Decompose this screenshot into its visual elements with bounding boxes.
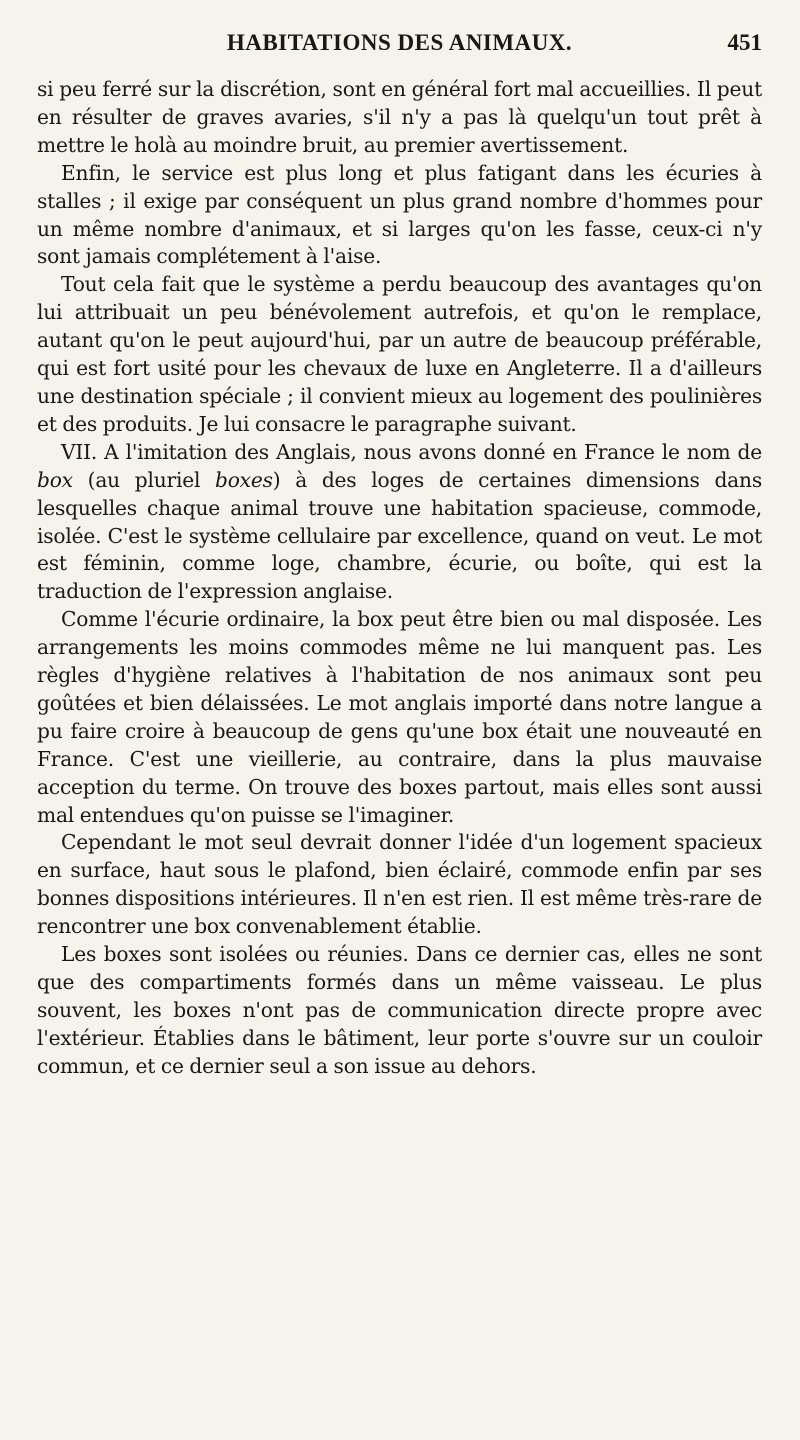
running-title: HABITATIONS DES ANIMAUX. xyxy=(226,30,573,55)
text-run: ) à des loges de certaines dimensions dans lesquelles chaque animal trouve une habitation spacieuse, commode, isolée. C'est le système cellulaire par excellence, quand on veut. Le mot est féminin, comme loge, chambre, écurie, ou boîte, qui est la traduction de l'expression anglaise. xyxy=(37,467,762,604)
paragraph: Les boxes sont isolées ou réunies. Dans ce dernier cas, elles ne sont que des compartiments formés dans un même vaisseau. Le plus souvent, les boxes n'ont pas de communication directe propre avec l'extérieur. Établies dans le bâtiment, leur porte s'ouvre sur un couloir commun, et ce dernier seul a son issue au dehors. xyxy=(37,942,762,1078)
running-header xyxy=(37,28,762,68)
paragraph: Tout cela fait que le système a perdu beaucoup des avantages qu'on lui attribuait un peu bénévolement autrefois, et qu'on le remplace, autant qu'on le peut aujourd'hui, par un autre de beaucoup préférable, qui est fort usité pour les chevaux de luxe en Angleterre. Il a d'ailleurs une destination spéciale ; il convient mieux au logement des poulinières et des produits. Je lui consacre le paragraphe suivant. xyxy=(37,272,762,436)
paragraph: Comme l'écurie ordinaire, la box peut être bien ou mal disposée. Les arrangements les moins commodes même ne lui manquent pas. Les règles d'hygiène relatives à l'habitation de nos animaux sont peu goûtées et bien délaissées. Le mot anglais importé dans notre langue a pu faire croire à beaucoup de gens qu'une box était une nouveauté en France. C'est une vieillerie, au contraire, dans la plus mauvaise acception du terme. On trouve des boxes partout, mais elles sont aussi mal entendues qu'on puisse se l'imaginer. xyxy=(37,607,762,827)
text-run: (au pluriel xyxy=(72,467,215,492)
italic-term-boxes: boxes xyxy=(215,467,273,492)
paragraph-section-vii xyxy=(37,439,762,606)
paragraph-continued: si peu ferré sur la discrétion, sont en général fort mal accueillies. Il peut en résulter de graves avaries, s'il n'y a pas là quelqu'un tout prêt à mettre le holà au moindre bruit, au premier avertissement. xyxy=(37,77,762,157)
page-number: 451 xyxy=(727,30,762,55)
paragraph: Cependant le mot seul devrait donner l'idée d'un logement spacieux en surface, haut sous le plafond, bien éclairé, commode enfin par ses bonnes dispositions intérieures. Il n'en est rien. Il est même très-rare de rencontrer une box convenablement établie. xyxy=(37,830,762,939)
paragraph: Enfin, le service est plus long et plus fatigant dans les écuries à stalles ; il exige par conséquent un plus grand nombre d'hommes pour un même nombre d'animaux, et si larges qu'on les fasse, ceux-ci n'y sont jamais complétement à l'aise. xyxy=(37,160,762,269)
text-run: VII. A l'imitation des Anglais, nous avons donné en France le nom de xyxy=(61,439,762,464)
italic-term-box: box xyxy=(37,467,73,492)
body-text xyxy=(37,76,762,1081)
